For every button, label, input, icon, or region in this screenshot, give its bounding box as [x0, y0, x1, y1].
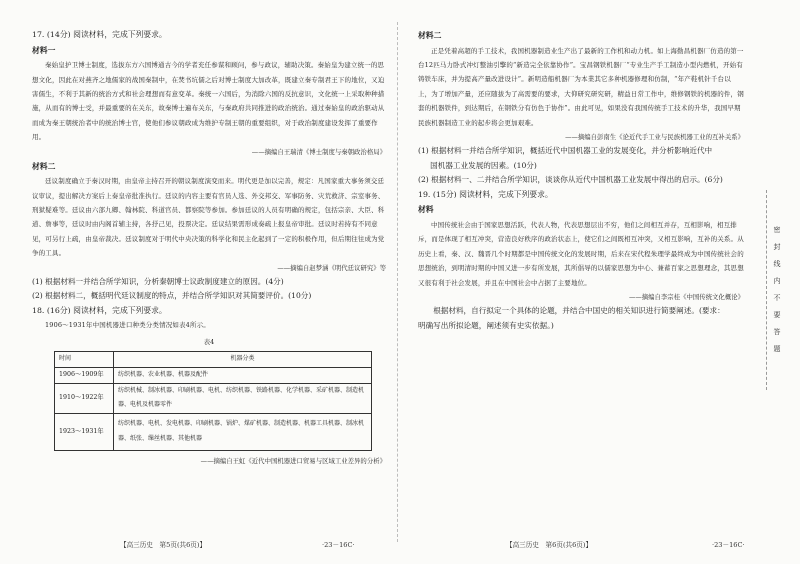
table-row	[55, 383, 372, 413]
footer-left-page-label: 【高三历史 第5页(共6页)】	[120, 541, 207, 549]
question-18-intro: 1906～1931年中国机器进口种类分类情况如表4所示。	[45, 321, 210, 330]
table-row	[55, 368, 372, 384]
material-one-body: 秦始皇护卫博士制度，选拔东方六国博通古今的学者充任参谋和顾问，参与政议，辅助决策。秦始皇为建立统一的思想文化，因此在对燕齐之地儒家的战国秦制中，在焚书坑儒之后对博士制度大加改革，既建立秦专制君王下的地位，又迫害儒生，不利于其新的统治方式和社会理想而有意变革。秦统一六国后，为消除六国的反抗意识，文化统一上采取种种措施，从而有的博士受，并最重要的在关东，故秦博士遍布关东，与秦政府共同推进的政治统治。通过秦始皇的政治驱动从而成为秦王朝统治者中的统治博士官，使他们参议朝政成为维护专制王朝的重要组织，对于政治制度建设发挥了重要作用。	[32, 61, 385, 142]
material-two-label: 材料二	[32, 161, 56, 171]
question-17-part-1: (1) 根据材料一并结合所学知识，分析秦朝博士议政制度建立的原因。(4分)	[32, 276, 284, 286]
material-one-source: ——摘编自王瑞清《博士制度与秦朝政治格局》	[251, 147, 386, 156]
binding-note-char: 封	[773, 243, 781, 251]
binding-note-char: 线	[773, 260, 781, 268]
table-row	[55, 413, 372, 450]
question-19-heading: 19. (15分) 阅读材料，完成下列要求。	[418, 189, 553, 199]
question-18-part-2: (2) 根据材料一、二并结合所学知识，谈谈你从近代中国机器工业发展中得出的启示。(6分)	[418, 175, 723, 185]
binding-note-char: 不	[773, 294, 781, 302]
binding-margin-note	[770, 222, 784, 358]
question-18-part-1a: (1) 根据材料一并结合所学知识，概括近代中国机器工业的发展变化，并分析影响近代中	[418, 146, 713, 156]
right-material-two-label: 材料二	[418, 31, 442, 40]
binding-note-char: 内	[773, 277, 781, 285]
footer-right-code: ·23－16C·	[712, 541, 745, 549]
table-cell-content: 纺织机器、电机、发电机器、印刷机器、锅炉、煤矿机器、制造机器、机器工具机器、制冰机器、纸张、缫丝机器、其他机器	[114, 413, 372, 450]
question-19-material-label: 材料	[418, 205, 434, 215]
footer-left-code: ·23－16C·	[322, 541, 355, 549]
material-two-source: ——摘编自赵梦涵《明代廷议研究》等	[277, 263, 386, 272]
binding-note-char: 题	[773, 345, 781, 353]
question-17-heading: 17. (14分) 阅读材料，完成下列要求。	[32, 30, 167, 39]
footer-right-page-label: 【高三历史 第6页(共6页)】	[506, 541, 593, 549]
material-one-label: 材料一	[32, 45, 56, 55]
binding-note-char: 要	[773, 311, 781, 319]
right-material-two-source: ——摘编自彭南生《论近代手工业与民族机器工业的互补关系》	[565, 133, 744, 142]
question-18-source: ——摘编自王虹《近代中国机器进口贸易与区域工业差异的分析》	[200, 456, 386, 465]
table-cell-content: 纺织机器、农业机器、机器及配件	[114, 368, 372, 384]
binding-note-char: 密	[773, 226, 781, 234]
table-cell-time: 1906～1909年	[55, 368, 114, 384]
right-material-two-body: 正是凭着高超的手工技术，我国机器制造业生产出了最新的工作机和动力机。如上海勤昌机器厂仿造的第一台12匹马力卧式冲灯整油引擎的“新造完全依靠协作”。宝昌钢铁机器厂“专业生产手工制造小型内燃机，开始有铸铁车床，并为提高产量改进设计”。新明造船机器厂为本業其它多种机器修理和仿制，“年产鞋机针千台以上，为了增加产量，还应随拔为了高需要的要求，大仰研究研究研，精益日常工作中，维修钢铁的机器的件，钢套的机器铁件，到达期后，在钢铁分有仿色于协作”。由此可见，如果没有我国传统手工技术的升华，我国早期民族机器制造工业的起步将会更加艰难。	[418, 46, 744, 127]
material-two-body: 廷议制度确立于秦汉时期，由皇帝主持召开的朝议制度演变而来。明代更是加以完善，规定：凡国家重大事务须交廷议审议，提出解决方案后上奏皇帝批准执行。廷议的内容主要有官员人选、外交邦交、军事防务、灾荒救济、宗室事务、刑狱疑难等。廷议由六部九卿、翰林院、科道官员、都察院等参加。参加廷议的人员有明确的规定，包括宗亲、大臣、科道、詹事等，廷议时由内阁首辅主持，各抒己见，投票决定。廷议结果需形成奏疏上报皇帝审批。廷议时若持有不同意见，可另行上疏，由皇帝裁决。廷议制度对于明代中央决策的科学化和民主化起到了一定的积极作用，但后期往往成为党争的工具。	[32, 177, 385, 258]
question-19-task-line-2: 明确写出所拟论题，阐述须有史实依据。)	[418, 320, 554, 330]
binding-line	[766, 190, 767, 390]
binding-note-char: 答	[773, 328, 781, 336]
question-17-part-2: (2) 根据材料二，概括明代廷议制度的特点，并结合所学知识对其简要评价。(10分)	[32, 291, 312, 301]
table-cell-time: 1910～1922年	[55, 383, 114, 413]
table-header-category: 机器分类	[114, 352, 372, 368]
table-header-time: 时间	[55, 352, 114, 368]
table-cell-time: 1923～1931年	[55, 413, 114, 450]
question-19-material-body: 中国传统社会由于国家思想活跃，代表人物，代表思想层出不穷，他们之间相互并存，互相影响，相互排斥，而是体现了相互冲突，营造良好秩序的政治状态上，使它们之间既相互冲突，又相互影响，互补的关系。从历史上看，秦、汉、魏晋几个时期都是中国传统文化的发展时期，后来在宋代程朱理学最终成为中国传统社会的思想统治，到明清时期的中国又进一步有所发展，其所倡导的以儒家思想为中心、兼蓄百家之思想理念，其思想又很有利于社会发展，并且在中国社会中占据了主要地位。	[418, 221, 744, 287]
machine-import-table	[54, 351, 372, 450]
right-page	[418, 28, 744, 333]
question-18-heading: 18. (16分) 阅读材料，完成下列要求。	[32, 305, 167, 315]
table-cell-content: 纺织机械、制冰机器、印刷机器、电机、纺织机器、铁路机器、化学机器、采矿机器、制造机器、电机及机器零件	[114, 383, 372, 413]
question-18-part-1b: 国机器工业发展的因素。(10分)	[430, 160, 537, 170]
question-19-source: ——摘编自李宗桂《中国传统文化概论》	[628, 293, 744, 302]
page-divider	[397, 22, 398, 542]
question-19-task-line-1: 根据材料，自行拟定一个具体的论题，并结合中国史的相关知识进行简要阐述。(要求：	[433, 306, 725, 316]
table-caption: 表4	[203, 337, 215, 346]
left-page	[32, 28, 386, 468]
